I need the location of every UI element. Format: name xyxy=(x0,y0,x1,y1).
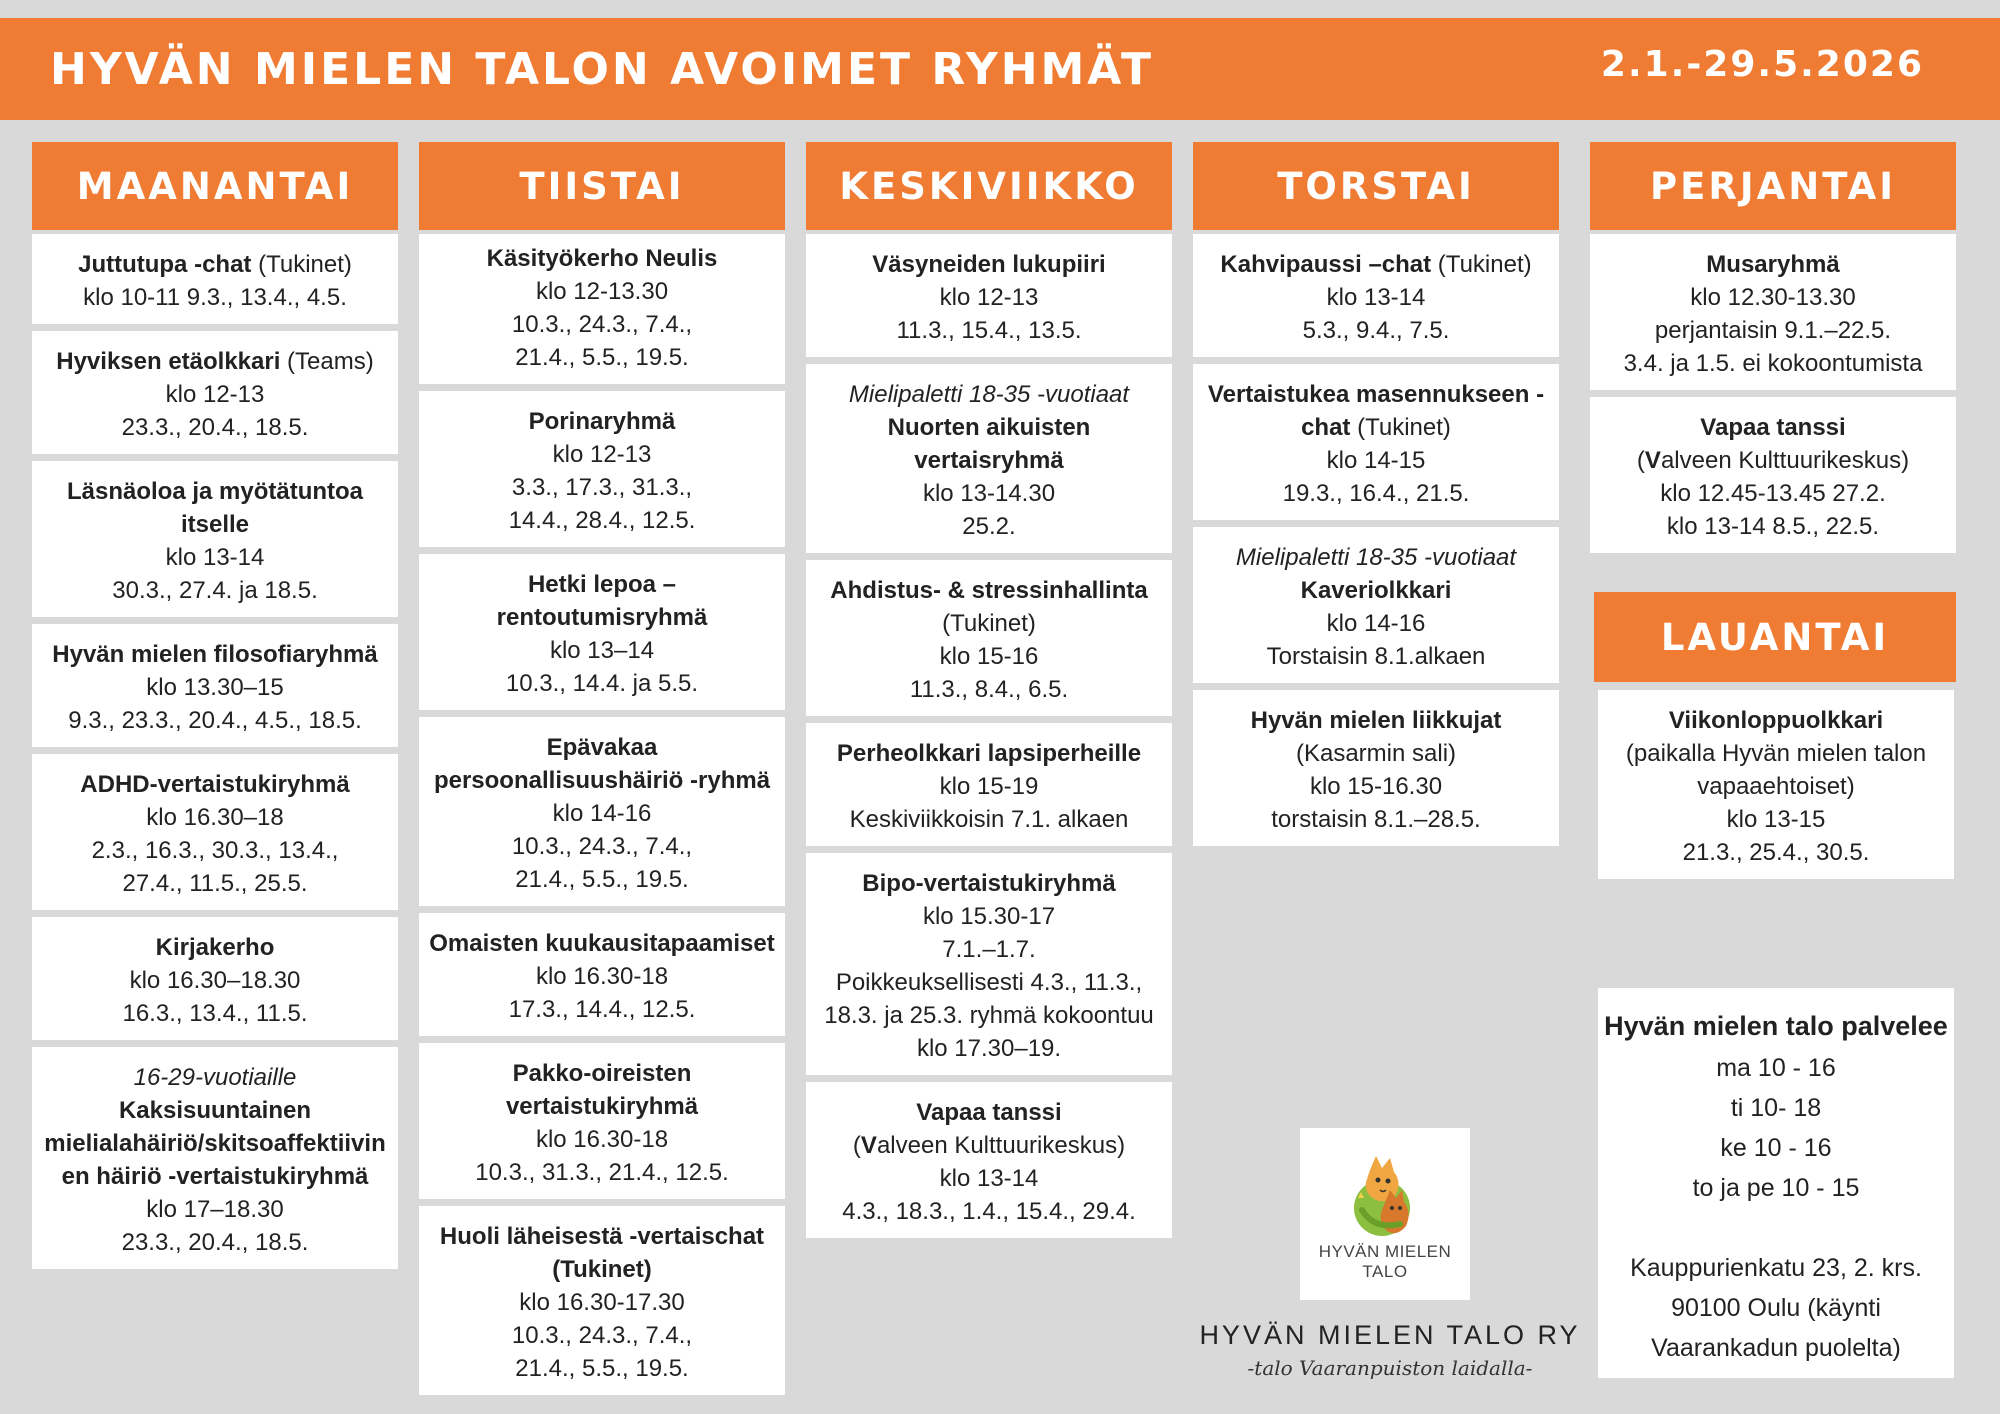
hours-line: ti 10- 18 xyxy=(1730,1094,1822,1122)
header-banner xyxy=(0,18,2000,120)
group-card: Hyvän mielen liikkujat (Kasarmin sali) klo 15-16.30 torstaisin 8.1.–28.5. xyxy=(1193,690,1559,846)
group-card: Hyvän mielen filosofiaryhmä klo 13.30–15 9.3., 23.3., 20.4., 4.5., 18.5. xyxy=(32,624,398,747)
hours-line: to ja pe 10 - 15 xyxy=(1692,1174,1860,1202)
logo-text: HYVÄN MIELEN TALO xyxy=(1318,1242,1452,1281)
day-header-saturday: LAUANTAI xyxy=(1594,592,1956,682)
organization-name: HYVÄN MIELEN TALO RY xyxy=(1199,1320,1581,1350)
hours-line: ma 10 - 16 xyxy=(1716,1054,1836,1082)
group-card: Kirjakerho klo 16.30–18.30 16.3., 13.4., 11.5. xyxy=(32,917,398,1040)
group-card: Väsyneiden lukupiiri klo 12-13 11.3., 15.4., 13.5. xyxy=(806,234,1172,357)
column-monday xyxy=(32,142,398,1276)
column-tuesday xyxy=(419,142,785,1402)
group-card: Käsityökerho Neulis klo 12-13.30 10.3., 24.3., 7.4., 21.4., 5.5., 19.5. xyxy=(419,234,785,384)
group-card: Kahvipaussi –chat (Tukinet) klo 13-14 5.3., 9.4., 7.5. xyxy=(1193,234,1559,357)
group-card: Perheolkkari lapsiperheille klo 15-19 Keskiviikkoisin 7.1. alkaen xyxy=(806,723,1172,846)
group-card: ADHD-vertaistukiryhmä klo 16.30–18 2.3., 16.3., 30.3., 13.4., 27.4., 11.5., 25.5. xyxy=(32,754,398,910)
logo xyxy=(1300,1128,1470,1300)
group-card: Ahdistus- & stressinhallinta (Tukinet) klo 15-16 11.3., 8.4., 6.5. xyxy=(806,560,1172,716)
group-card: Hetki lepoa – rentoutumisryhmä klo 13–14 10.3., 14.4. ja 5.5. xyxy=(419,554,785,710)
column-saturday xyxy=(1598,690,1954,886)
group-card: Musaryhmä klo 12.30-13.30 perjantaisin 9.1.–22.5. 3.4. ja 1.5. ei kokoontumista xyxy=(1590,234,1956,390)
hours-line: ke 10 - 16 xyxy=(1720,1134,1832,1162)
group-card: Epävakaa persoonallisuushäiriö -ryhmä klo 14-16 10.3., 24.3., 7.4., 21.4., 5.5., 19.5. xyxy=(419,717,785,906)
day-header-friday: PERJANTAI xyxy=(1590,142,1956,230)
group-card: Huoli läheisestä -vertaischat (Tukinet) klo 16.30-17.30 10.3., 24.3., 7.4., 21.4., 5.5., 19.5. xyxy=(419,1206,785,1395)
group-card: Pakko-oireisten vertaistukiryhmä klo 16.30-18 10.3., 31.3., 21.4., 12.5. xyxy=(419,1043,785,1199)
day-header-monday: MAANANTAI xyxy=(32,142,398,230)
group-card: Läsnäoloa ja myötätuntoa itselle klo 13-14 30.3., 27.4. ja 18.5. xyxy=(32,461,398,617)
group-card: Porinaryhmä klo 12-13 3.3., 17.3., 31.3., 14.4., 28.4., 12.5. xyxy=(419,391,785,547)
group-card: Vertaistukea masennukseen - chat (Tukinet) klo 14-15 19.3., 16.4., 21.5. xyxy=(1193,364,1559,520)
group-card: Juttutupa -chat (Tukinet) klo 10-11 9.3., 13.4., 4.5. xyxy=(32,234,398,324)
column-friday xyxy=(1590,142,1956,560)
address-line: 90100 Oulu (käynti xyxy=(1671,1294,1881,1322)
group-card: Mielipaletti 18-35 -vuotiaat Kaveriolkkari klo 14-16 Torstaisin 8.1.alkaen xyxy=(1193,527,1559,683)
group-card: Hyviksen etäolkkari (Teams) klo 12-13 23.3., 20.4., 18.5. xyxy=(32,331,398,454)
group-card: 16-29-vuotiaille Kaksisuuntainen mielialahäiriö/skitsoaffektiivin en häiriö -vertaistukiryhmä klo 17–18.30 23.3., 20.4., 18.5. xyxy=(32,1047,398,1269)
fox-hug-icon xyxy=(1340,1150,1430,1246)
group-card: Viikonloppuolkkari (paikalla Hyvän mielen talon vapaaehtoiset) klo 13-15 21.3., 25.4., 30.5. xyxy=(1598,690,1954,879)
column-wednesday xyxy=(806,142,1172,1245)
day-header-tuesday: TIISTAI xyxy=(419,142,785,230)
group-card: Vapaa tanssi (Valveen Kulttuurikeskus) klo 12.45-13.45 27.2. klo 13-14 8.5., 22.5. xyxy=(1590,397,1956,553)
group-card: Bipo-vertaistukiryhmä klo 15.30-17 7.1.–1.7. Poikkeuksellisesti 4.3., 11.3., 18.3. ja 25.3. ryhmä kokoontuu klo 17.30–19. xyxy=(806,853,1172,1075)
day-header-wednesday: KESKIVIIKKO xyxy=(806,142,1172,230)
page-title: HYVÄN MIELEN TALON AVOIMET RYHMÄT xyxy=(50,44,1154,95)
day-header-thursday: TORSTAI xyxy=(1193,142,1559,230)
group-card: Omaisten kuukausitapaamiset klo 16.30-18 17.3., 14.4., 12.5. xyxy=(419,913,785,1036)
organization-tagline: -talo Vaaranpuiston laidalla- xyxy=(1247,1356,1533,1380)
date-range: 2.1.-29.5.2026 xyxy=(1600,44,1924,85)
address-line: Vaarankadun puolelta) xyxy=(1651,1334,1901,1362)
opening-hours-title: Hyvän mielen talo palvelee xyxy=(1604,1011,1948,1041)
address-line: Kauppurienkatu 23, 2. krs. xyxy=(1630,1254,1922,1282)
group-card: Mielipaletti 18-35 -vuotiaat Nuorten aikuisten vertaisryhmä klo 13-14.30 25.2. xyxy=(806,364,1172,553)
group-card: Vapaa tanssi (Valveen Kulttuurikeskus) klo 13-14 4.3., 18.3., 1.4., 15.4., 29.4. xyxy=(806,1082,1172,1238)
column-thursday xyxy=(1193,142,1559,853)
opening-hours-box xyxy=(1598,988,1954,1378)
